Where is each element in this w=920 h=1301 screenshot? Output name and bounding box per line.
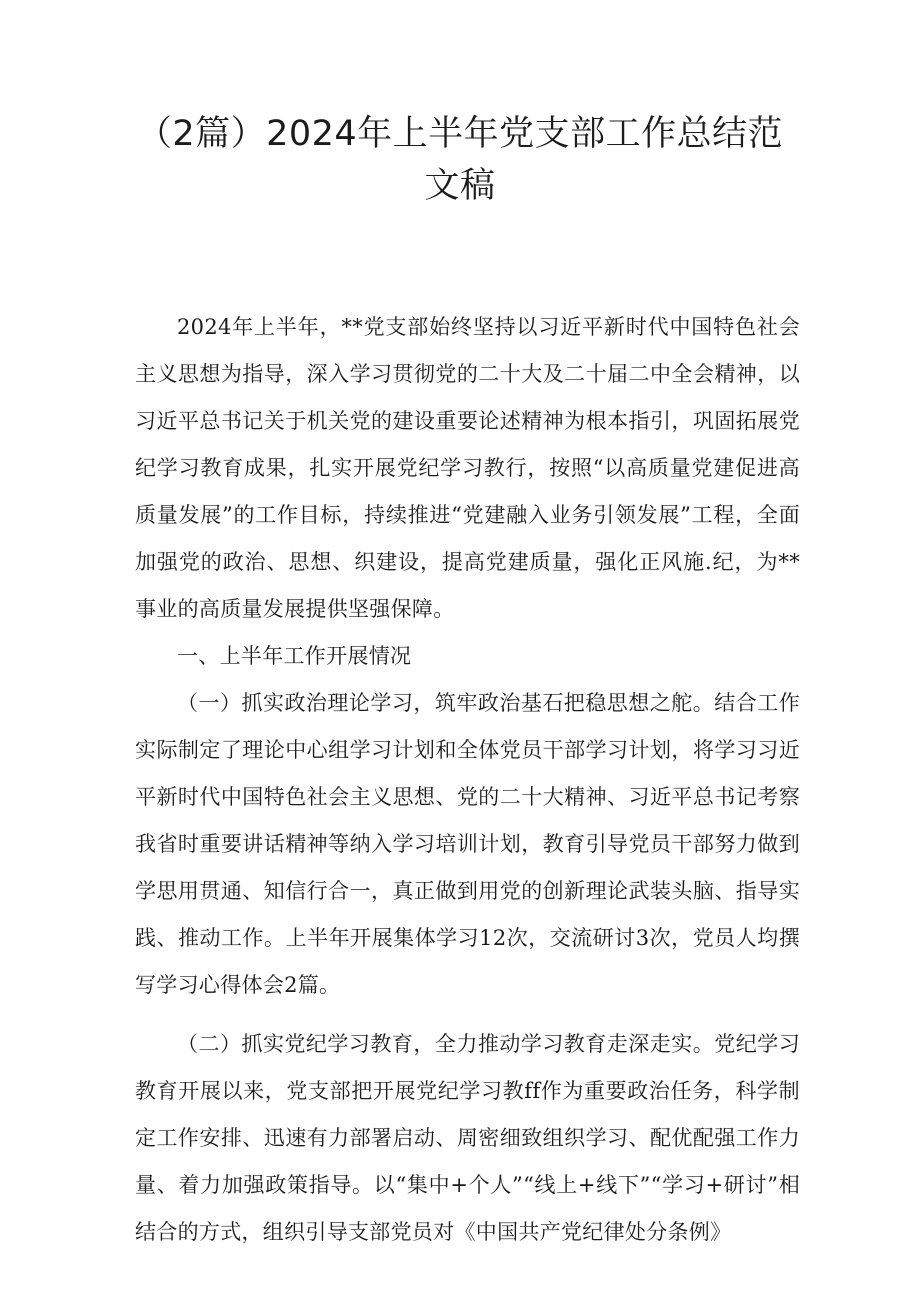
paragraph-section-2: （二）抓实党纪学习教育，全力推动学习教育走深走实。党纪学习教育开展以来，党支部把开展党纪学习教ff作为重要政治任务，科学制定工作安排、迅速有力部署启动、周密细致组织学习、配优配强工作力量、着力加强政策指导。以“集中+个人”“线上+线下”“学习+研讨”相结合的方式，组织引导支部党员对《中国共产党纪律处分条例》 — [135, 1032, 800, 1244]
paragraph-section-1: （一）抓实政治理论学习，筑牢政治基石把稳思想之舵。结合工作实际制定了理论中心组学习计划和全体党员干部学习计划，将学习习近平新时代中国特色社会主义思想、党的二十大精神、习近平总书记考察我省时重要讲话精神等纳入学习培训计划，教育引导党员干部努力做到学思用贯通、知信行合一，真正做到用党的创新理论武装头脑、指导实践、推动工作。上半年开展集体学习12次，交流研讨3次，党员人均撰写学习心得体会2篇。 — [135, 691, 800, 997]
paragraph-spacer — [135, 1009, 800, 1021]
paragraph-intro: 2024年上半年，**党支部始终坚持以习近平新时代中国特色社会主义思想为指导，深入学习贯彻党的二十大及二十届二中全会精神，以习近平总书记关于机关党的建设重要论述精神为根本指引，巩固拓展党纪学习教育成果，扎实开展党纪学习教行，按照“以高质量党建促进高质量发展”的工作目标，持续推进“党建融入业务引领发展”工程，全面加强党的政治、思想、织建设，提高党建质量，强化正风施.纪，为**事业的高质量发展提供坚强保障。 — [135, 315, 800, 621]
section-heading: 一、上半年工作开展情况 — [177, 644, 412, 668]
document-body — [135, 304, 800, 1256]
document-title: （2篇）2024年上半年党支部工作总结范文稿 — [136, 114, 784, 206]
